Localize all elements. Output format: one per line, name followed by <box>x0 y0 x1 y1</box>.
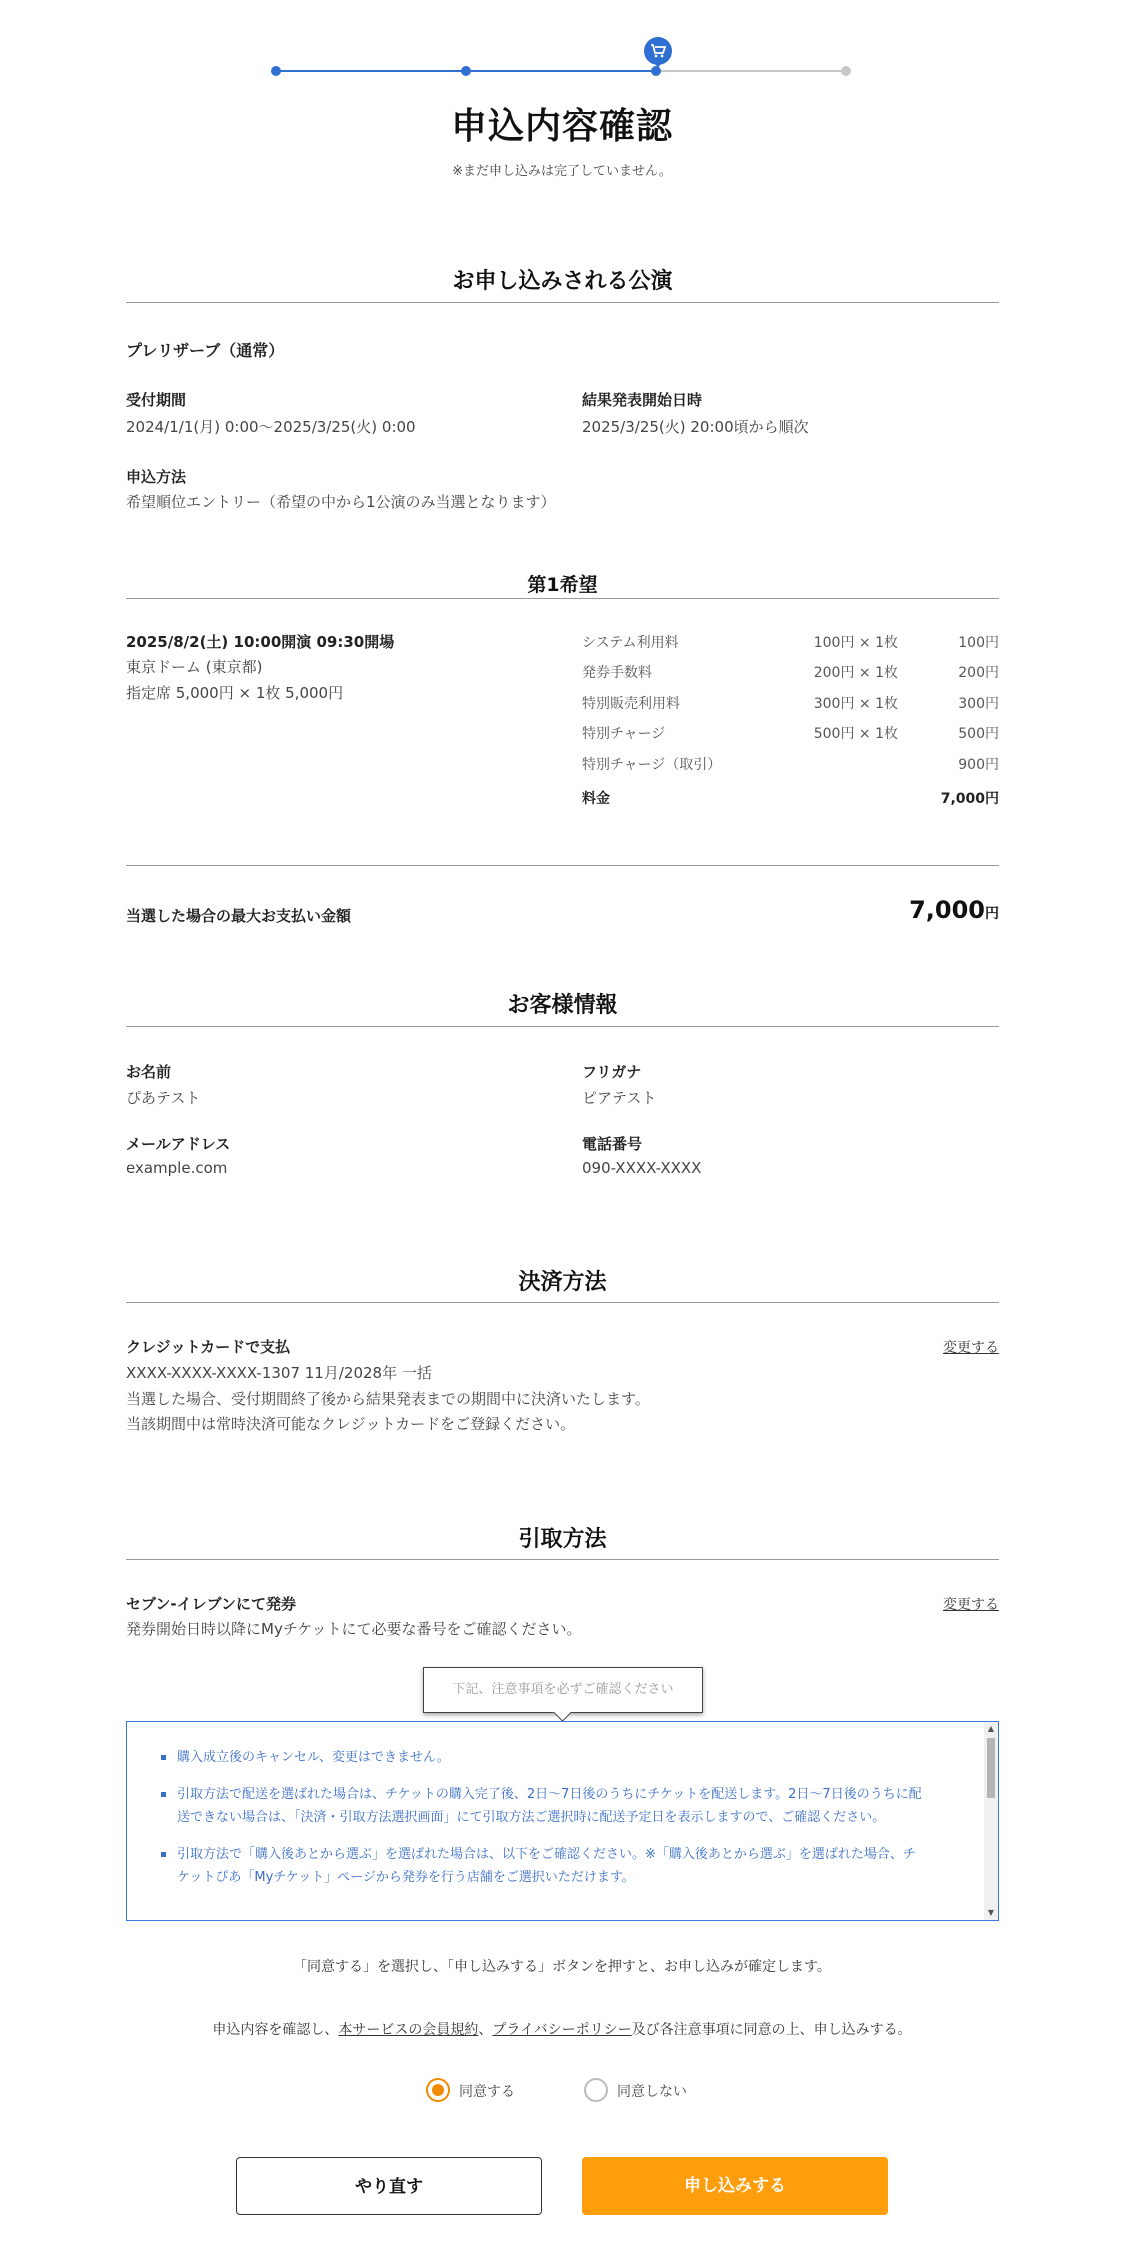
scroll-up-icon[interactable]: ▲ <box>987 1724 995 1733</box>
fee-row <box>582 632 999 654</box>
stepper-dot-1 <box>271 66 281 76</box>
section-divider <box>126 302 999 303</box>
notice-tooltip: 下記、注意事項を必ずご確認ください <box>423 1667 703 1713</box>
max-payment-label: 当選した場合の最大お支払い金額 <box>126 907 352 925</box>
method-value: 希望順位エントリー（希望の中から1公演のみ当選となります） <box>126 493 556 511</box>
stepper-remaining-line <box>656 70 846 72</box>
name-value: ぴあテスト <box>126 1089 201 1107</box>
fee-qty: 300円 × 1枚 <box>813 696 898 712</box>
fee-name: 特別販売利用料 <box>582 696 680 712</box>
fee-name: 特別チャージ（取引） <box>582 757 722 773</box>
pickup-method: セブン-イレブンにて発券 <box>126 1595 297 1613</box>
phone-label: 電話番号 <box>582 1135 643 1153</box>
notice-item: 引取方法で「購入後あとから選ぶ」を選ばれた場合は、以下をご確認ください。※「購入後あとから選ぶ」を選ばれた場合、チケットぴあ「Myチケット」ページから発券を行う店舗をご選択いただけます。 <box>177 1843 928 1889</box>
terms-text <box>0 2019 1124 2039</box>
fee-total: 500円 <box>958 726 999 742</box>
fee-row <box>582 723 999 745</box>
section-divider <box>126 865 999 866</box>
notice-list <box>127 1722 998 1889</box>
fee-qty: 500円 × 1枚 <box>813 726 898 742</box>
section-divider <box>126 1559 999 1560</box>
stepper-dot-4 <box>841 66 851 76</box>
choice1-seat: 指定席 5,000円 × 1枚 5,000円 <box>126 684 344 702</box>
phone-value: 090-XXXX-XXXX <box>582 1159 702 1177</box>
redo-button[interactable]: やり直す <box>236 2157 542 2215</box>
payment-method: クレジットカードで支払 <box>126 1338 291 1356</box>
page-title: 申込内容確認 <box>450 106 673 147</box>
terms-link[interactable]: 本サービスの会員規約 <box>338 2022 479 2038</box>
pickup-change-link[interactable]: 変更する <box>943 1597 999 1613</box>
page-note: ※まだ申し込みは完了していません。 <box>452 164 672 179</box>
choice1-heading: 第1希望 <box>527 574 598 596</box>
name-label: お名前 <box>126 1063 172 1081</box>
pickup-note: 発券開始日時以降にMyチケットにて必要な番号をご確認ください。 <box>126 1620 582 1638</box>
method-label: 申込方法 <box>126 468 187 486</box>
payment-change-link[interactable]: 変更する <box>943 1340 999 1356</box>
pickup-heading: 引取方法 <box>518 1527 607 1552</box>
disagree-label: 同意しない <box>617 2084 687 2100</box>
payment-heading: 決済方法 <box>518 1270 607 1295</box>
notice-scrollbar[interactable] <box>984 1722 998 1920</box>
kana-label: フリガナ <box>582 1063 642 1081</box>
result-label: 結果発表開始日時 <box>582 391 703 409</box>
cart-icon <box>644 37 672 65</box>
section-divider <box>126 1302 999 1303</box>
period-value: 2024/1/1(月) 0:00〜2025/3/25(火) 0:00 <box>126 418 416 436</box>
result-value: 2025/3/25(火) 20:00頃から順次 <box>582 418 809 436</box>
scrollbar-thumb[interactable] <box>987 1738 995 1798</box>
fee-total-row <box>582 788 999 808</box>
section-divider <box>126 598 999 599</box>
email-value: example.com <box>126 1159 228 1177</box>
terms-separator: 、 <box>478 2022 493 2038</box>
agree-label: 同意する <box>459 2084 515 2100</box>
customer-heading: お客様情報 <box>507 993 618 1018</box>
reserve-name: プレリザーブ（通常） <box>126 341 285 360</box>
fee-qty: 200円 × 1枚 <box>813 665 898 681</box>
fee-qty: 100円 × 1枚 <box>813 635 898 651</box>
apply-button[interactable]: 申し込みする <box>582 2157 888 2215</box>
radio-checked-icon[interactable] <box>426 2078 450 2102</box>
card-info: XXXX-XXXX-XXXX-1307 11月/2028年 一括 <box>126 1364 432 1382</box>
fee-total: 200円 <box>958 665 999 681</box>
fee-row <box>582 693 999 715</box>
payment-note-1: 当選した場合、受付期間終了後から結果発表までの期間中に決済いたします。 <box>126 1390 650 1408</box>
stepper-dot-2 <box>461 66 471 76</box>
fee-total-label: 料金 <box>582 791 610 807</box>
fee-name: 発券手数料 <box>582 665 652 681</box>
fee-name: システム利用料 <box>582 635 679 651</box>
fee-row <box>582 754 999 776</box>
privacy-link[interactable]: プライバシーポリシー <box>492 2022 632 2038</box>
fee-total: 100円 <box>958 635 999 651</box>
radio-unchecked-icon[interactable] <box>584 2078 608 2102</box>
max-payment-unit: 円 <box>985 906 999 922</box>
section-divider <box>126 1026 999 1027</box>
progress-stepper <box>276 66 848 76</box>
max-payment-amount <box>909 896 999 924</box>
fee-total-value: 7,000円 <box>940 791 999 807</box>
terms-suffix: 及び各注意事項に同意の上、申し込みする。 <box>631 2022 912 2038</box>
fee-total: 300円 <box>958 696 999 712</box>
kana-value: ピアテスト <box>582 1089 657 1107</box>
period-label: 受付期間 <box>126 391 187 409</box>
payment-note-2: 当該期間中は常時決済可能なクレジットカードをご登録ください。 <box>126 1415 576 1433</box>
performance-heading: お申し込みされる公演 <box>452 269 673 294</box>
confirm-instruction: 「同意する」を選択し、「申し込みする」ボタンを押すと、お申し込みが確定します。 <box>293 1959 831 1975</box>
terms-prefix: 申込内容を確認し、 <box>212 2022 339 2038</box>
email-label: メールアドレス <box>126 1135 231 1153</box>
scroll-down-icon[interactable]: ▼ <box>987 1908 995 1917</box>
notice-scroll-box[interactable] <box>126 1721 999 1921</box>
choice1-venue: 東京ドーム (東京都) <box>126 658 263 676</box>
max-payment-number: 7,000 <box>909 896 985 924</box>
fee-name: 特別チャージ <box>582 726 666 742</box>
notice-item: 引取方法で配送を選ばれた場合は、チケットの購入完了後、2日〜7日後のうちにチケットを配送します。2日〜7日後のうちに配送できない場合は、「決済・引取方法選択画面」にて引取方法ご選択時に配送予定日を表示しますので、ご確認ください。 <box>177 1783 928 1829</box>
fee-row <box>582 662 999 684</box>
choice1-date: 2025/8/2(土) 10:00開演 09:30開場 <box>126 633 395 651</box>
fee-total: 900円 <box>958 757 999 773</box>
notice-item: 購入成立後のキャンセル、変更はできません。 <box>177 1746 928 1769</box>
